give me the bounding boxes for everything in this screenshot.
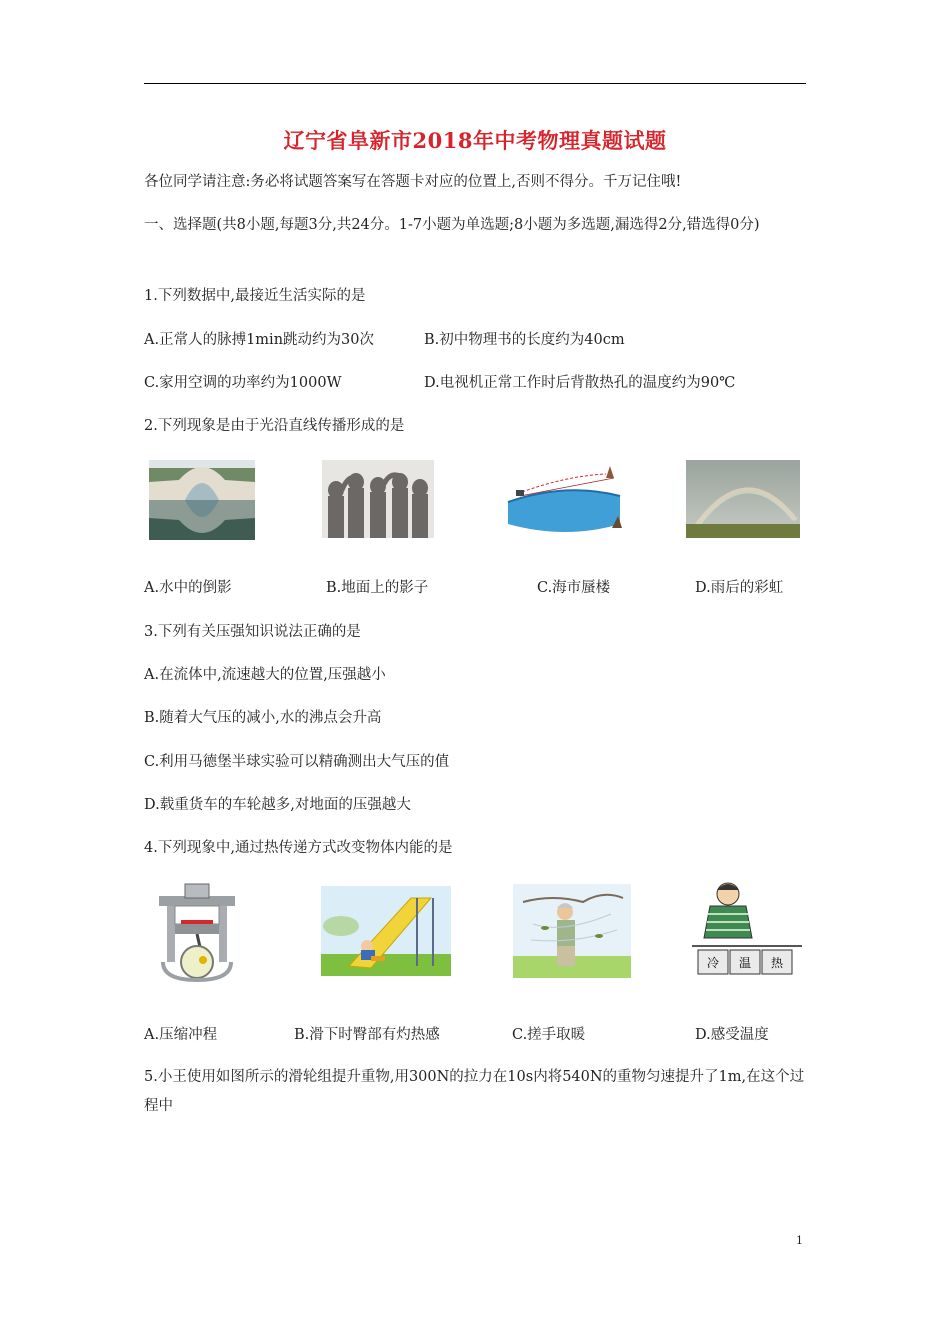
q4-option-d: D.感受温度: [695, 1027, 769, 1043]
bucket-label-cold: 冷: [706, 956, 720, 970]
q3-option-b: B.随着大气压的减小,水的沸点会升高: [144, 710, 382, 726]
q4-option-b: B.滑下时臀部有灼热感: [294, 1027, 440, 1043]
q2-option-b: B.地面上的影子: [326, 580, 429, 596]
notice-text: 各位同学请注意:务必将试题答案写在答题卡对应的位置上,否则不得分。千万记住哦!: [144, 174, 682, 190]
question-2-stem: 2.下列现象是由于光沿直线传播形成的是: [144, 418, 405, 434]
question-4-stem: 4.下列现象中,通过热传递方式改变物体内能的是: [144, 840, 453, 856]
page-number: 1: [796, 1234, 803, 1247]
q2-option-c: C.海市蜃楼: [537, 580, 611, 596]
question-3-stem: 3.下列有关压强知识说法正确的是: [144, 624, 361, 640]
header-rule: [144, 83, 806, 84]
q1-option-d: D.电视机正常工作时后背散热孔的温度约为90℃: [424, 375, 736, 391]
q2-option-d: D.雨后的彩虹: [695, 580, 784, 596]
q1-option-a: A.正常人的脉搏1min跳动约为30次: [144, 332, 374, 348]
rainbow-image: [686, 460, 800, 538]
feeling-temperature-image: [690, 880, 804, 980]
question-5-stem: 5.小王使用如图所示的滑轮组提升重物,用300N的拉力在10s内将540N的重物匀速提升了1m,在这个过程中: [144, 1069, 805, 1114]
q3-option-c: C.利用马德堡半球实验可以精确测出大气压的值: [144, 754, 450, 770]
q2-option-a: A.水中的倒影: [144, 580, 232, 596]
q3-option-d: D.载重货车的车轮越多,对地面的压强越大: [144, 797, 411, 813]
q1-option-b: B.初中物理书的长度约为40cm: [424, 332, 625, 348]
page-title: 辽宁省阜新市2018年中考物理真题试题: [283, 128, 667, 153]
question-1-stem: 1.下列数据中,最接近生活实际的是: [144, 288, 366, 304]
q1-option-c: C.家用空调的功率约为1000W: [144, 375, 342, 391]
mirage-diagram-image: [506, 462, 624, 536]
engine-compression-image: [155, 882, 239, 982]
bucket-label-warm: 温: [738, 956, 752, 970]
shadows-image: [322, 460, 434, 538]
q4-option-c: C.搓手取暖: [512, 1027, 586, 1043]
bridge-reflection-image: [149, 460, 255, 540]
slide-image: [321, 886, 451, 976]
q4-option-a: A.压缩冲程: [144, 1027, 218, 1043]
bucket-label-hot: 热: [770, 956, 784, 970]
section-heading: 一、选择题(共8小题,每题3分,共24分。1-7小题为单选题;8小题为多选题,漏选得2分,错选得0分): [144, 217, 760, 233]
rubbing-hands-image: [513, 884, 631, 978]
q3-option-a: A.在流体中,流速越大的位置,压强越小: [144, 667, 386, 683]
